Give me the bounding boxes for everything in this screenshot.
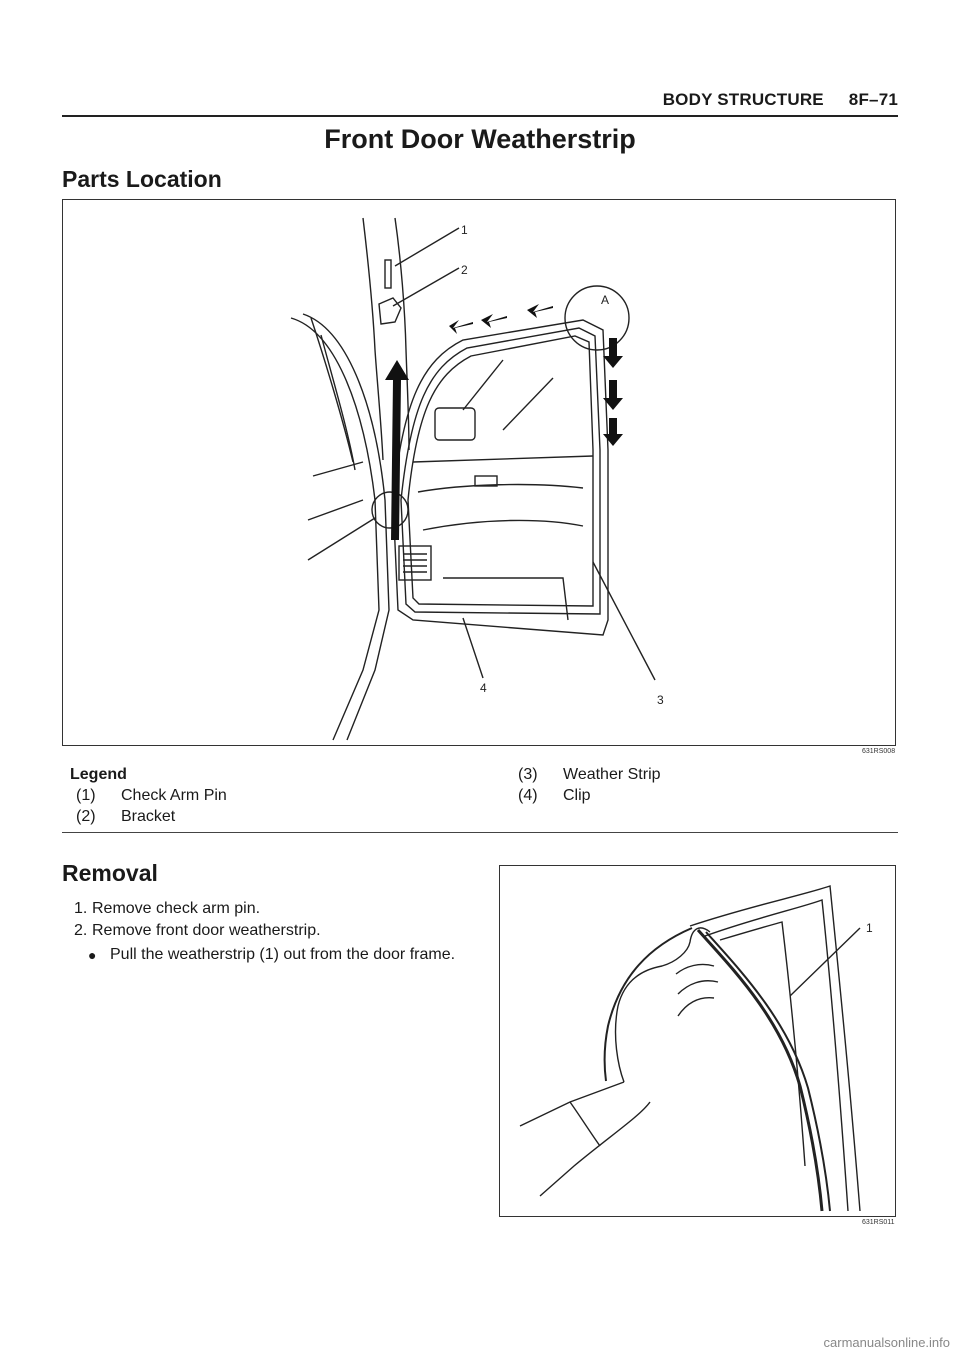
legend-item xyxy=(70,806,227,827)
open-door-glass xyxy=(311,318,353,462)
parts-location-heading: Parts Location xyxy=(62,166,222,192)
page-number: 8F–71 xyxy=(848,90,898,109)
removal-figure xyxy=(499,865,896,1217)
frame-inner xyxy=(705,900,848,1211)
watermark: carmanualsonline.info xyxy=(823,1335,950,1350)
step-number: 1. xyxy=(74,900,88,917)
finger xyxy=(678,981,718,994)
check-arm-pin-shape xyxy=(385,260,391,288)
legend-num: (1) xyxy=(76,787,96,804)
clip-detail-circle xyxy=(372,492,408,528)
legend-label: Check Arm Pin xyxy=(121,787,227,804)
legend-item xyxy=(518,785,661,806)
left-arrow xyxy=(527,304,553,318)
leader-line-4 xyxy=(463,618,483,678)
figure2-code: 631RS011 xyxy=(862,1219,895,1226)
bullet-icon: ● xyxy=(88,947,97,963)
removal-steps xyxy=(74,898,455,966)
callout-3: 3 xyxy=(657,693,664,707)
leader-line-1 xyxy=(395,228,459,266)
down-arrow xyxy=(603,418,623,446)
trim-line xyxy=(423,520,583,530)
finger xyxy=(676,964,714,974)
legend-num: (3) xyxy=(518,766,538,783)
legend-label: Bracket xyxy=(121,808,176,825)
page-header xyxy=(643,90,898,110)
pillar-line xyxy=(363,218,383,460)
callout-1: 1 xyxy=(866,921,873,935)
section-title: BODY STRUCTURE xyxy=(662,90,824,109)
hand-outline xyxy=(616,928,710,1082)
legend-heading: Legend xyxy=(70,766,127,783)
weatherstrip xyxy=(698,930,822,1211)
glass-reflection xyxy=(463,360,503,410)
weatherstrip xyxy=(706,932,830,1211)
detail-a-circle xyxy=(565,286,629,350)
legend-right xyxy=(518,764,661,806)
left-arrow xyxy=(449,320,473,334)
mirror-shape xyxy=(435,408,475,440)
speaker-grille-lines xyxy=(403,554,427,572)
header-rule xyxy=(62,115,898,117)
open-door-edge xyxy=(291,318,379,740)
bracket-shape xyxy=(379,298,401,324)
removal-heading: Removal xyxy=(62,860,158,886)
leader-line-3 xyxy=(593,562,655,680)
step-item xyxy=(74,920,455,942)
step-text: Remove check arm pin. xyxy=(92,900,261,917)
down-arrow xyxy=(603,338,623,368)
legend-item xyxy=(70,785,227,806)
step-text: Remove front door weatherstrip. xyxy=(92,922,321,939)
legend-left xyxy=(70,764,227,827)
figure1-code: 631RS008 xyxy=(862,748,896,755)
step-bullet xyxy=(88,944,455,966)
arm-lower xyxy=(540,1102,650,1196)
glass-reflection xyxy=(503,378,553,430)
trim-line xyxy=(418,485,583,492)
callout-2: 2 xyxy=(461,263,468,277)
legend-label: Weather Strip xyxy=(563,766,661,783)
page-title: Front Door Weatherstrip xyxy=(324,124,636,154)
trim-line xyxy=(413,456,593,462)
legend-item xyxy=(518,764,661,785)
up-arrow xyxy=(385,360,409,540)
legend-num: (2) xyxy=(76,808,96,825)
open-door-line xyxy=(308,518,375,560)
callout-4: 4 xyxy=(480,681,487,695)
glass-edge xyxy=(720,922,805,1166)
section-divider xyxy=(62,832,898,833)
door-frame xyxy=(393,320,608,635)
frame-outer xyxy=(690,886,860,1211)
callout-a: A xyxy=(601,293,610,307)
left-arrow xyxy=(481,314,507,328)
parts-location-figure xyxy=(62,199,896,746)
step-number: 2. xyxy=(74,922,88,939)
leader-line-1 xyxy=(790,928,860,996)
callout-1: 1 xyxy=(461,223,468,237)
sleeve-cuff xyxy=(570,1102,600,1146)
bullet-text: Pull the weatherstrip (1) out from the door frame. xyxy=(110,946,456,963)
direction-arrows xyxy=(385,304,623,540)
legend-label: Clip xyxy=(563,787,591,804)
finger xyxy=(678,998,714,1016)
legend-num: (4) xyxy=(518,787,538,804)
weatherstrip-inner xyxy=(408,336,593,606)
open-door-line xyxy=(308,500,363,520)
step-item xyxy=(74,898,455,920)
